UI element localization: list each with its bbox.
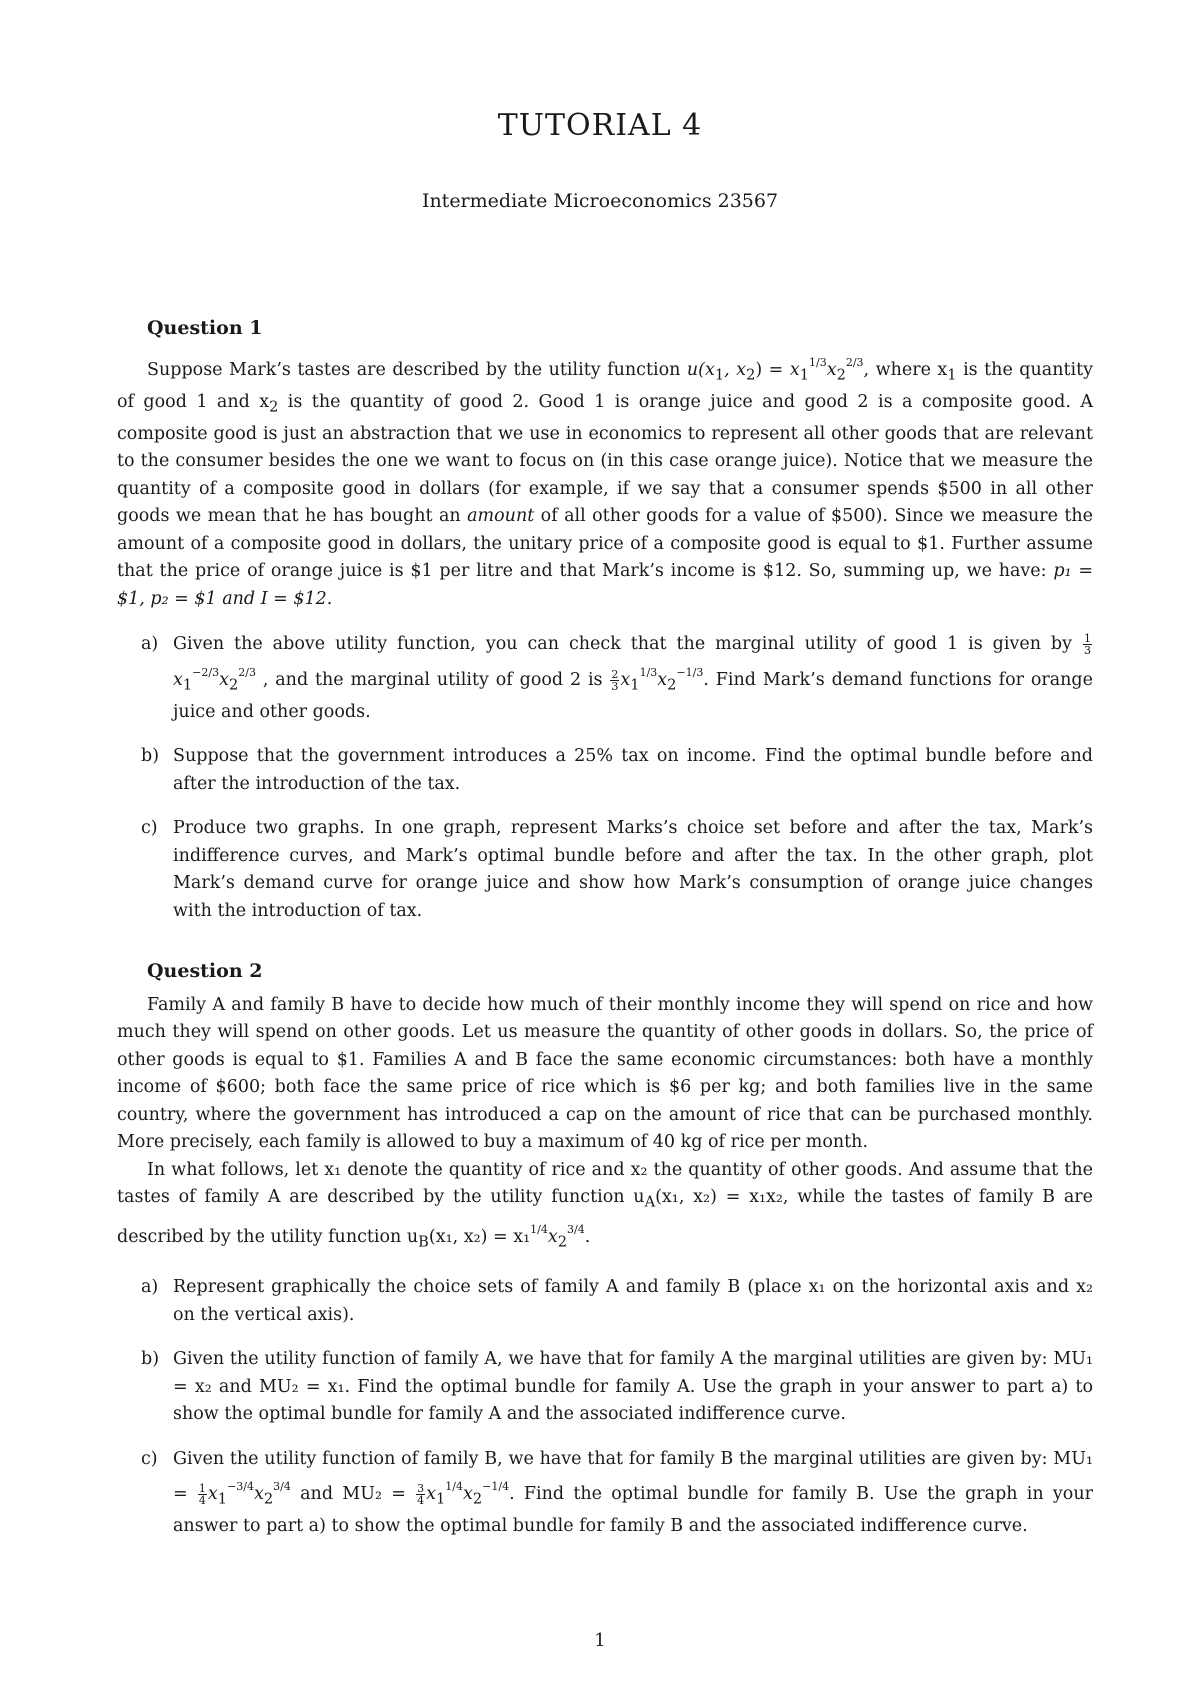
question-1-heading: Question 1 bbox=[147, 317, 263, 339]
question-2 bbox=[117, 958, 1093, 1558]
page-number: 1 bbox=[594, 1630, 606, 1651]
question-1-parts bbox=[117, 631, 1093, 925]
question-1-part-c: c) Produce two graphs. In one graph, represent Marks’s choice set before and after the tax, Mark’s indifference curves, and Mark’s optimal bundle before and after the tax. In the other graph, plot Mark’s demand curve for orange juice and show how Mark’s consumption of orange juice changes with the introduction of tax. bbox=[141, 818, 1093, 921]
page-title: TUTORIAL 4 bbox=[497, 108, 703, 143]
question-2-part-b: b) Given the utility function of family A, we have that for family A the marginal utilities are given by: MU₁ = x₂ and MU₂ = x₁. Find the optimal bundle for family A. Use the graph in your answer to part a) to show the optimal bundle for family A and the associated indifference curve. bbox=[141, 1349, 1093, 1424]
question-2-part-a: a) Represent graphically the choice sets of family A and family B (place x₁ on the horizontal axis and x₂ on the vertical axis). bbox=[141, 1277, 1093, 1325]
question-1 bbox=[117, 315, 1093, 942]
question-1-part-a: a) Given the above utility function, you can check that the marginal utility of good 1 is given by $\frac{1}{3}$ $x_1^{-2/3}x_2^{2/3}$ , and the marginal utility of good 2 is $\frac{2}{3}$ $x_1^{1/3}x_2^{-1/3}$. Find Mark’s demand functions for orange juice and other goods. bbox=[141, 632, 1093, 722]
question-2-para-2: In what follows, let x₁ denote the quantity of rice and x₂ the quantity of other goods. And assume that the tastes of family A are described by the utility function $u_A(x_1$, x₂) = x₁x₂, while the tastes of family B are described by the utility function $u_B(x_1$, $x_2) = x_1^{1/4}x_2^{3/4}$. bbox=[117, 1159, 1093, 1251]
question-1-intro: Suppose Mark’s tastes are described by the utility function $u(x_1$, $x_2) = x_1^{1/3}x_2^{2/3}$, where $x_1$ is the quantity of good 1 and $x_2$ is the quantity of good 2. Good 1 is orange juice and good 2 is a composite good. A composite good is just an abstraction that we use in economics to represent all other goods that are relevant to the consumer besides the one we want to focus on (in this case orange juice). Notice that we measure the quantity of a composite good in dollars (for example, if we say that a consumer spends $500 in all other goods we mean that he has bought an amount of all other goods for a value of $500). Since we measure the amount of a composite good in dollars, the unitary price of a composite good is equal to $1. Further assume that the price of orange juice is $1 per litre and that Mark’s income is $12. So, summing up, we have: p₁ = $1, p₂ = $1 and I = $12. bbox=[117, 355, 1094, 609]
question-2-part-c: c) Given the utility function of family B, we have that for family B the marginal utilities are given by: MU₁ = $\frac{1}{4}$ $x_1^{-3/4}x_2^{3/4}$ and MU₂ = $\frac{3}{4}$ $x_1^{1/4}x_2^{-1/4}$. Find the optimal bundle for family B. Use the graph in your answer to part a) to show the optimal bundle for family B and the associated indifference curve. bbox=[141, 1448, 1093, 1536]
question-2-parts bbox=[117, 1274, 1093, 1541]
course-subtitle: Intermediate Microeconomics 23567 bbox=[421, 190, 779, 212]
question-2-para-1: Family A and family B have to decide how much of their monthly income they will spend on rice and how much they will spend on other goods. Let us measure the quantity of other goods in dollars. So, the price of other goods is equal to $1. Families A and B face the same economic circumstances: both have a monthly income of $600; both face the same price of rice which is $6 per kg; and both families live in the same country, where the government has introduced a cap on the amount of rice that can be purchased monthly. More precisely, each family is allowed to buy a maximum of 40 kg of rice per month. bbox=[117, 994, 1093, 1152]
question-2-heading: Question 2 bbox=[147, 960, 263, 982]
question-1-part-b: b) Suppose that the government introduces a 25% tax on income. Find the optimal bundle before and after the introduction of the tax. bbox=[141, 746, 1093, 794]
